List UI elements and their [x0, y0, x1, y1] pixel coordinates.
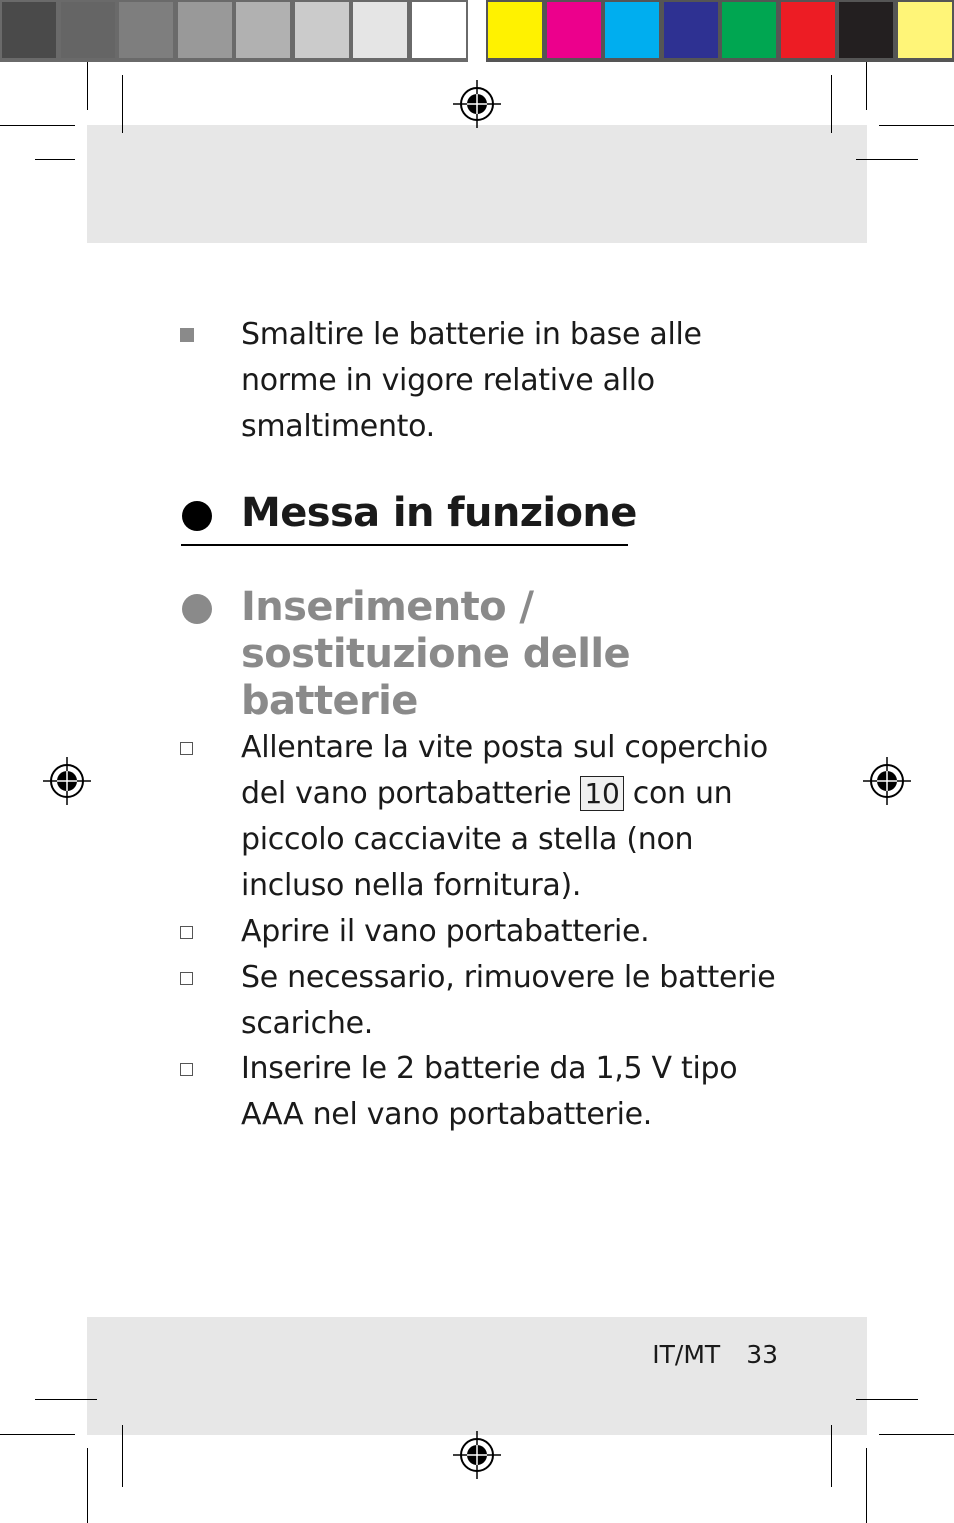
crop-mark [122, 75, 123, 133]
step-checkbox-icon [180, 972, 193, 985]
part-reference-number: 10 [580, 776, 623, 811]
crop-mark [122, 1425, 123, 1487]
gray-swatch [61, 2, 115, 58]
subsection-heading: Inserimento / sostituzione delle batterie [241, 584, 631, 724]
gray-color-bar [0, 0, 468, 62]
gray-swatch [119, 2, 173, 58]
heading-dot-icon [182, 501, 212, 531]
disposal-text: Smaltire le batterie in base alle norme in vigore relative allo smaltimento. [241, 317, 702, 444]
footer-band [87, 1317, 867, 1435]
process-swatch [722, 2, 776, 58]
crop-mark [87, 62, 88, 110]
section-heading: Messa in funzione [241, 490, 637, 536]
step-text-part: Allentare la vite posta sul coperchio del vano portabatterie [241, 730, 768, 811]
crop-mark [831, 75, 832, 133]
header-band [87, 125, 867, 243]
step-text-part: con un piccolo cacciavite a stella (non incluso nella fornitura). [241, 776, 733, 903]
step-checkbox-icon [180, 742, 193, 755]
crop-mark [856, 159, 918, 160]
heading-underline [181, 544, 628, 546]
crop-mark [879, 1434, 954, 1435]
step-checkbox-icon [180, 1063, 193, 1076]
step-checkbox-icon [180, 926, 193, 939]
registration-mark-icon [453, 1431, 501, 1479]
gray-swatch [2, 2, 56, 58]
step-text: Se necessario, rimuovere le batterie scariche. [241, 960, 776, 1041]
process-color-bar [486, 0, 954, 62]
process-swatch [781, 2, 835, 58]
registration-mark-icon [453, 80, 501, 128]
process-swatch [488, 2, 542, 58]
crop-mark [831, 1425, 832, 1487]
crop-mark [856, 1399, 918, 1400]
page-footer [600, 1340, 778, 1369]
gray-swatch [178, 2, 232, 58]
process-swatch [898, 2, 952, 58]
crop-mark [879, 125, 954, 126]
crop-mark [866, 1448, 867, 1523]
crop-mark [0, 125, 75, 126]
step-text: Aprire il vano portabatterie. [241, 914, 650, 949]
process-swatch [664, 2, 718, 58]
subheading-dot-icon [182, 594, 212, 624]
page-number: 33 [746, 1340, 778, 1369]
crop-mark [87, 1448, 88, 1523]
crop-mark [0, 1434, 75, 1435]
crop-mark [35, 159, 75, 160]
filled-square-bullet-icon [180, 328, 194, 342]
process-swatch [605, 2, 659, 58]
process-swatch [839, 2, 893, 58]
footer-locale: IT/MT [652, 1340, 721, 1369]
step-text: Inserire le 2 batterie da 1,5 V tipo AAA nel vano portabatterie. [241, 1051, 738, 1132]
gray-swatch [295, 2, 349, 58]
crop-mark [35, 1399, 97, 1400]
registration-mark-icon [43, 757, 91, 805]
gray-swatch [412, 2, 466, 58]
process-swatch [547, 2, 601, 58]
registration-mark-icon [863, 757, 911, 805]
gray-swatch [236, 2, 290, 58]
step-text [241, 725, 801, 909]
crop-mark [866, 62, 867, 110]
gray-swatch [353, 2, 407, 58]
